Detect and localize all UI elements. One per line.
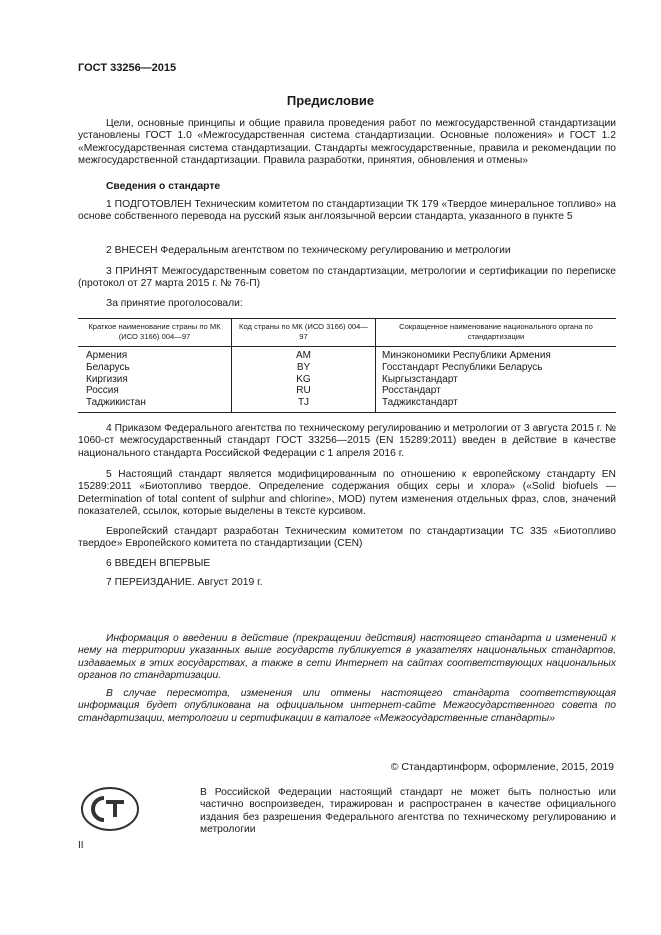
- intro-paragraph: Цели, основные принципы и общие правила проведения работ по межгосударственной стандартизации установлены ГОСТ 1.0 «Межгосударственная система стандартизации. Основные положения» и ГОСТ 1.2 «Межгосударственная система стандартизации. Стандарты межгосударственные, правила и рекомендации по межгосударственной стандартизации. Правила разработки, принятия, обновления и отмены»: [78, 118, 616, 167]
- item-3: 3 ПРИНЯТ Межгосударственным советом по стандартизации, метрологии и сертификации по переписке (протокол от 27 марта 2015 г. № 76-П): [78, 266, 616, 290]
- table-header: Код страны по МК (ИСО 3166) 004—97: [232, 319, 376, 347]
- item-5-note: Европейский стандарт разработан Техническим комитетом по стандартизации TC 335 «Биотопливо твердое» Европейского комитета по стандартизации (CEN): [78, 526, 616, 550]
- table-row: [78, 374, 616, 386]
- item-4: 4 Приказом Федерального агентства по техническому регулированию и метрологии от 3 августа 2015 г. № 1060-ст межгосударственный стандарт ГОСТ 33256—2015 (EN 15289:2011) введен в действие в качестве национального стандарта Российской Федерации с 1 апреля 2016 г.: [78, 423, 616, 459]
- code-cell: RU: [232, 385, 376, 397]
- table-row: [78, 362, 616, 374]
- item-2: 2 ВНЕСЕН Федеральным агентством по техническому регулированию и метрологии: [106, 245, 511, 256]
- country-cell: Киргизия: [86, 373, 128, 385]
- code-cell: BY: [232, 362, 376, 374]
- page-number: II: [78, 840, 84, 851]
- country-cell: Россия: [86, 385, 119, 397]
- item-1: 1 ПОДГОТОВЛЕН Техническим комитетом по стандартизации ТК 179 «Твердое минеральное топливо» на основе собственного перевода на русский язык англоязычной версии стандарта, указанного в пункте 5: [78, 199, 616, 223]
- org-cell: Росстандарт: [376, 385, 617, 397]
- org-cell: Кыргызстандарт: [376, 374, 617, 386]
- code-cell: AM: [232, 347, 376, 362]
- code-cell: KG: [232, 374, 376, 386]
- info-heading: Сведения о стандарте: [106, 181, 221, 192]
- voted-label: За принятие проголосовали:: [106, 298, 243, 309]
- notice-paragraph-1: Информация о введении в действие (прекращении действия) настоящего стандарта и изменений к нему на территории указанных выше государств публикуется в указателях национальных стандартов, издаваемых в этих государствах, а также в сети Интернет на сайтах соответствующих национальных органов по стандартизации.: [78, 633, 616, 682]
- org-cell: Госстандарт Республики Беларусь: [376, 362, 617, 374]
- country-cell: Таджикистан: [78, 397, 232, 412]
- table-header-row: [78, 319, 616, 347]
- copyright-line: © Стандартинформ, оформление, 2015, 2019: [390, 761, 614, 773]
- org-cell: Минэкономики Республики Армения: [376, 347, 617, 362]
- table-header: Сокращенное наименование национального органа по стандартизации: [376, 319, 617, 347]
- code-cell: TJ: [232, 397, 376, 412]
- table-row: [78, 397, 616, 412]
- item-6: 6 ВВЕДЕН ВПЕРВЫЕ: [106, 558, 211, 569]
- notice-paragraph-2: В случае пересмотра, изменения или отмены настоящего стандарта соответствующая информация будет опубликована на официальном интернет-сайте Межгосударственного совета по стандартизации, метрологии и сертификации в каталоге «Межгосударственные стандарты»: [78, 688, 616, 724]
- item-7: 7 ПЕРЕИЗДАНИЕ. Август 2019 г.: [106, 577, 263, 588]
- rst-logo-icon: [80, 786, 140, 832]
- table-row: [78, 347, 616, 362]
- org-cell: Таджикстандарт: [376, 397, 617, 412]
- document-code: ГОСТ 33256—2015: [78, 62, 177, 74]
- table-row: [78, 385, 616, 397]
- item-5: 5 Настоящий стандарт является модифицированным по отношению к европейскому стандарту EN 15289:2011 «Биотопливо твердое. Определение содержания общих серы и хлора» («Solid biofuels — Determination of total content of sulphur and chlorine», MOD) путем изменения отдельных фраз, слов, значений показателей, ссылок, которые выделены в тексте курсивом.: [78, 469, 616, 518]
- publication-notice: В Российской Федерации настоящий стандарт не может быть полностью или частично воспроизведен, тиражирован и распространен в качестве официального издания без разрешения Федерального агентства по техническому регулированию и метрологии: [200, 787, 616, 836]
- voting-table: [78, 318, 616, 413]
- table-header: Краткое наименование страны по МК (ИСО 3166) 004—97: [78, 319, 232, 347]
- page-title: Предисловие: [286, 93, 375, 108]
- country-cell: Беларусь: [86, 361, 130, 373]
- country-cell: Армения: [86, 350, 128, 361]
